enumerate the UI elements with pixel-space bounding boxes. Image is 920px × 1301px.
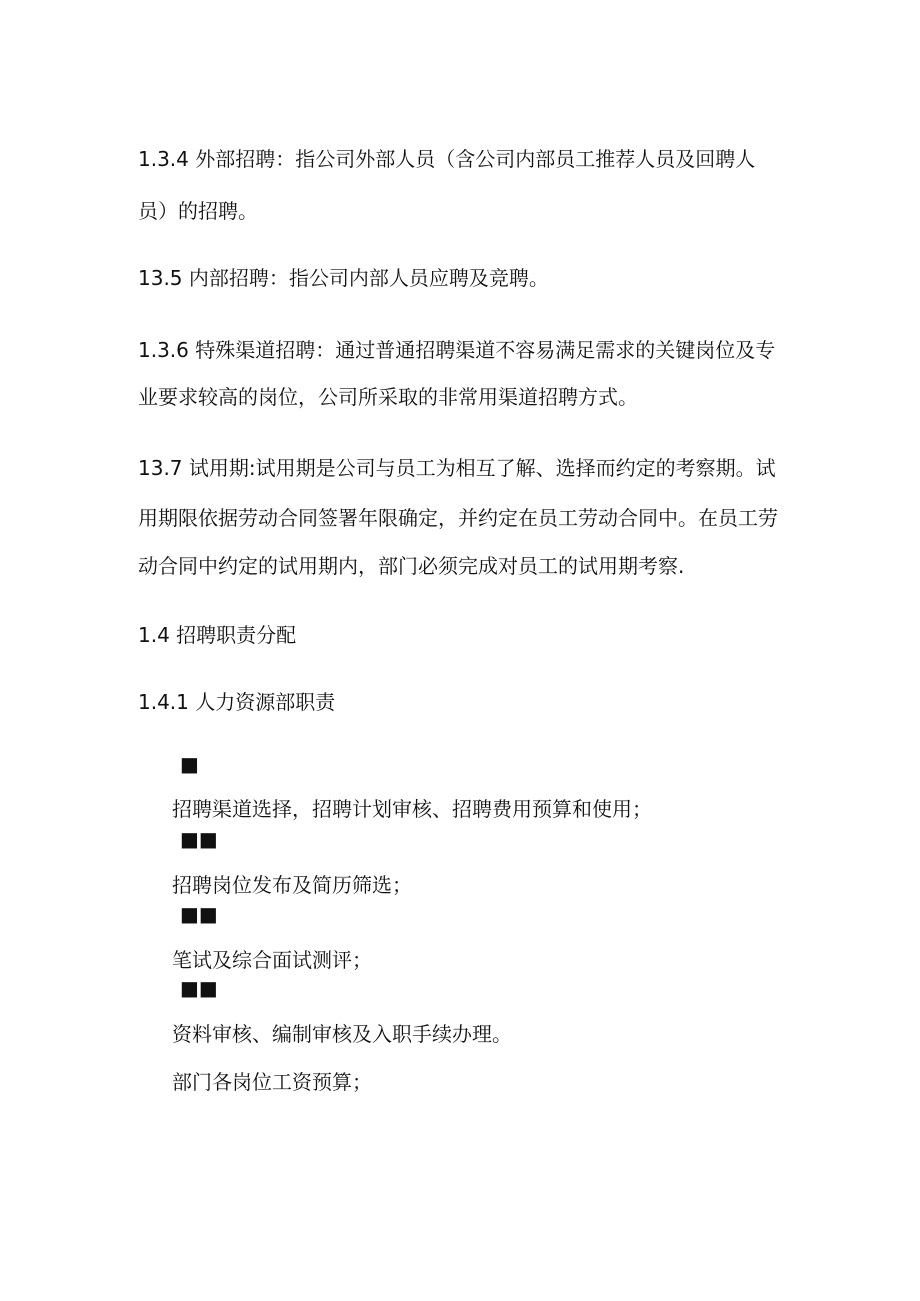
paragraph-13-7-line-2: 用期限依据劳动合同签署年限确定，并约定在员工劳动合同中。在员工劳 (138, 506, 778, 530)
subsection-heading-1-4-1: 1.4.1 人力资源部职责 (138, 690, 336, 714)
paragraph-13-5: 13.5 内部招聘：指公司内部人员应聘及竞聘。 (138, 266, 549, 290)
bullet-marker-4: ■■ (180, 976, 218, 1000)
paragraph-1-3-4-line-1: 1.3.4 外部招聘：指公司外部人员（含公司内部员工推荐人员及回聘人 (138, 147, 756, 171)
list-item-document-review: 资料审核、编制审核及入职手续办理。 (172, 1022, 512, 1046)
list-item-job-posting: 招聘岗位发布及简历筛选； (172, 873, 412, 897)
paragraph-1-3-4-line-2: 员）的招聘。 (138, 199, 258, 223)
bullet-marker-1: ■ (180, 752, 199, 776)
bullet-marker-2: ■■ (180, 827, 218, 851)
bullet-marker-3: ■■ (180, 902, 218, 926)
paragraph-1-3-6-line-1: 1.3.6 特殊渠道招聘：通过普通招聘渠道不容易满足需求的关键岗位及专 (138, 338, 776, 362)
section-heading-1-4: 1.4 招聘职责分配 (138, 623, 297, 647)
paragraph-1-3-6-line-2: 业要求较高的岗位，公司所采取的非常用渠道招聘方式。 (138, 385, 638, 409)
paragraph-13-7-line-3: 动合同中约定的试用期内，部门必须完成对员工的试用期考察. (138, 554, 685, 578)
list-item-salary-budget: 部门各岗位工资预算； (172, 1070, 372, 1094)
list-item-written-test: 笔试及综合面试测评； (172, 948, 372, 972)
list-item-recruitment-channel: 招聘渠道选择，招聘计划审核、招聘费用预算和使用； (172, 797, 652, 821)
paragraph-13-7-line-1: 13.7 试用期:试用期是公司与员工为相互了解、选择而约定的考察期。试 (138, 456, 776, 480)
